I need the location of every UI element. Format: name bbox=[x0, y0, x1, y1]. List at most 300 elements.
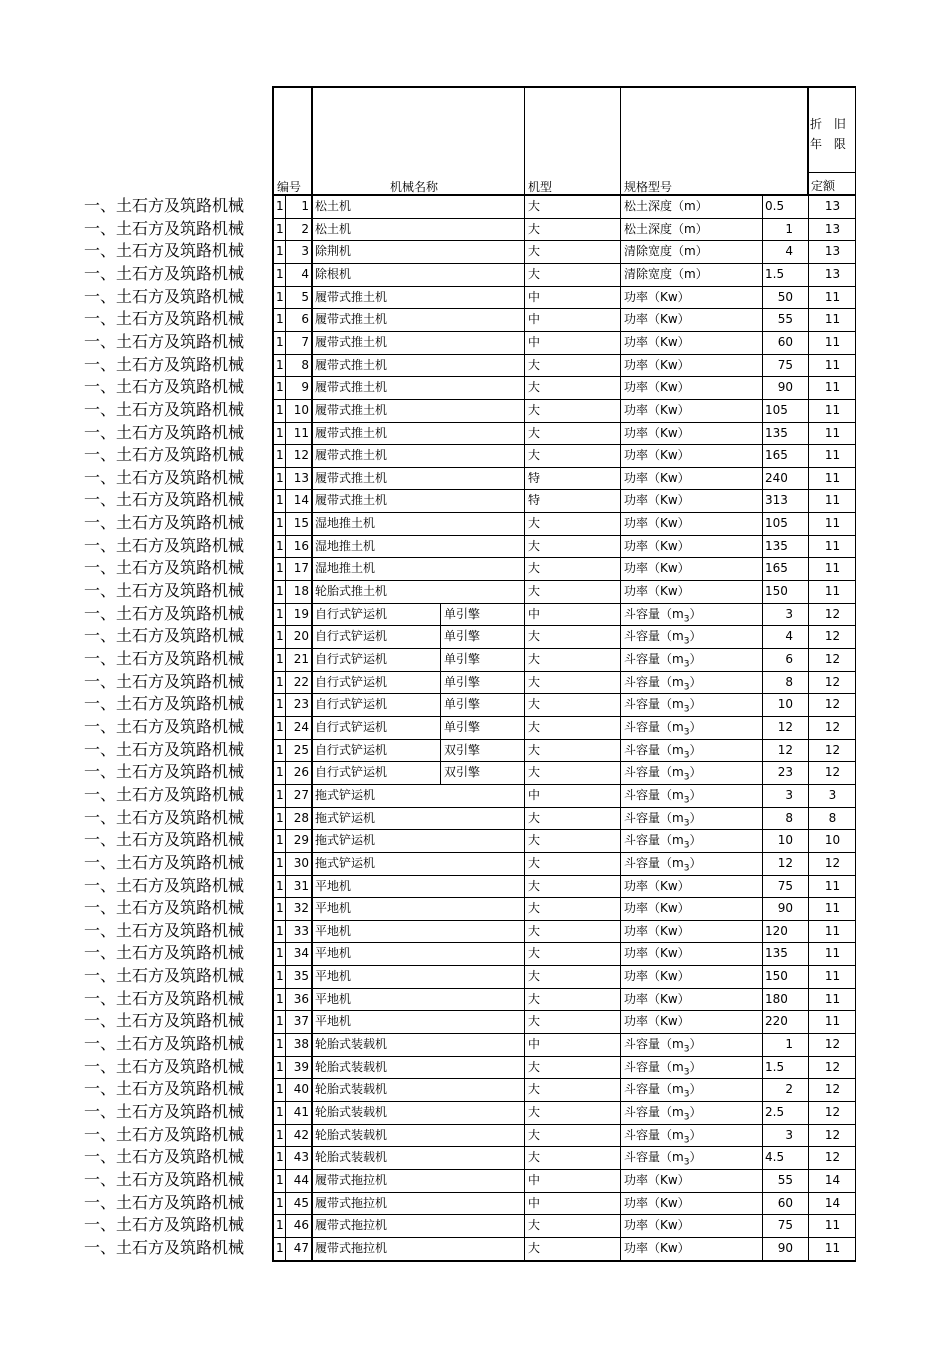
machine-size-cell: 大 bbox=[528, 1105, 541, 1119]
table-row bbox=[0, 625, 860, 647]
category-label: 一、土石方及筑路机械 bbox=[84, 1238, 245, 1257]
machine-size-cell: 大 bbox=[528, 267, 541, 281]
category-label: 一、土石方及筑路机械 bbox=[84, 1079, 245, 1098]
spec-value-cell: 50 bbox=[777, 290, 793, 304]
spec-value-cell: 135 bbox=[765, 426, 788, 440]
col-divider bbox=[808, 195, 809, 1261]
engine-type-cell bbox=[441, 965, 524, 987]
item-number-cell: 7 bbox=[301, 335, 309, 349]
machine-name-cell: 平地机 bbox=[315, 992, 352, 1006]
spec-value-cell: 4 bbox=[785, 629, 793, 643]
spec-cell: 功率（Kw） bbox=[624, 946, 690, 960]
category-code-cell: 1 bbox=[276, 629, 284, 643]
depreciation-years-cell: 11 bbox=[824, 471, 841, 485]
machine-size-cell: 大 bbox=[528, 1241, 541, 1255]
sub-col-divider bbox=[440, 648, 441, 671]
engine-type-cell bbox=[441, 535, 524, 557]
table-row bbox=[0, 875, 860, 897]
item-number-cell: 26 bbox=[293, 765, 309, 779]
row-divider bbox=[272, 693, 856, 694]
item-number-cell: 27 bbox=[293, 788, 309, 802]
spec-value-cell: 3 bbox=[785, 788, 793, 802]
machine-name-cell: 平地机 bbox=[315, 924, 352, 938]
engine-type-cell: 双引擎 bbox=[444, 743, 481, 757]
machine-name-cell: 自行式铲运机 bbox=[315, 697, 388, 711]
engine-type-cell: 双引擎 bbox=[444, 765, 481, 779]
table-row bbox=[0, 1056, 860, 1078]
machine-size-cell: 中 bbox=[528, 290, 541, 304]
spec-value-cell: 220 bbox=[765, 1014, 788, 1028]
engine-type-cell bbox=[441, 988, 524, 1010]
row-divider bbox=[272, 625, 856, 626]
engine-type-cell bbox=[441, 1169, 524, 1191]
row-divider bbox=[272, 1169, 856, 1170]
row-divider bbox=[272, 1260, 856, 1262]
row-divider bbox=[272, 194, 856, 196]
table-row bbox=[0, 761, 860, 783]
row-divider bbox=[272, 897, 856, 898]
machine-name-cell: 拖式铲运机 bbox=[315, 811, 376, 825]
machine-size-cell: 大 bbox=[528, 811, 541, 825]
spec-cell: 功率（Kw） bbox=[624, 493, 690, 507]
machine-name-cell: 履带式推土机 bbox=[315, 358, 388, 372]
table-row bbox=[0, 1101, 860, 1123]
engine-type-cell bbox=[441, 784, 524, 806]
category-code-cell: 1 bbox=[276, 244, 284, 258]
machine-size-cell: 大 bbox=[528, 901, 541, 915]
machine-size-cell: 大 bbox=[528, 675, 541, 689]
category-code-cell: 1 bbox=[276, 1082, 284, 1096]
spec-cell: 斗容量$(m_3)$ bbox=[624, 1060, 702, 1078]
depreciation-years-cell: 12 bbox=[824, 629, 841, 643]
spec-cell: 斗容量$(m_3)$ bbox=[624, 629, 702, 647]
table-row bbox=[0, 988, 860, 1010]
table-row bbox=[0, 807, 860, 829]
table-row bbox=[0, 1237, 860, 1259]
machine-size-cell: 大 bbox=[528, 516, 541, 530]
category-code-cell: 1 bbox=[276, 652, 284, 666]
depreciation-years-cell: 12 bbox=[824, 675, 841, 689]
machine-size-cell: 大 bbox=[528, 1218, 541, 1232]
spec-value-cell: 0.5 bbox=[765, 199, 785, 213]
machine-name-cell: 湿地推土机 bbox=[315, 539, 376, 553]
machine-size-cell: 中 bbox=[528, 788, 541, 802]
spec-cell: 功率（Kw） bbox=[624, 312, 690, 326]
spec-cell: 斗容量$(m_3)$ bbox=[624, 1128, 702, 1146]
item-number-cell: 37 bbox=[293, 1014, 309, 1028]
row-divider bbox=[272, 1124, 856, 1125]
spec-cell: 功率（Kw） bbox=[624, 1218, 690, 1232]
category-label: 一、土石方及筑路机械 bbox=[84, 876, 245, 895]
category-label: 一、土石方及筑路机械 bbox=[84, 445, 245, 464]
category-code-cell: 1 bbox=[276, 1173, 284, 1187]
machine-size-cell: 特 bbox=[528, 493, 541, 507]
item-number-cell: 2 bbox=[301, 222, 309, 236]
row-divider bbox=[272, 1010, 856, 1011]
table-row bbox=[0, 1033, 860, 1055]
item-number-cell: 18 bbox=[293, 584, 309, 598]
category-code-cell: 1 bbox=[276, 924, 284, 938]
depreciation-years-cell: 12 bbox=[824, 1082, 841, 1096]
depreciation-years-cell: 11 bbox=[824, 584, 841, 598]
machine-name-cell: 自行式铲运机 bbox=[315, 743, 388, 757]
col-divider bbox=[524, 195, 525, 1261]
depreciation-years-cell: 12 bbox=[824, 720, 841, 734]
table-row bbox=[0, 422, 860, 444]
machine-name-cell: 自行式铲运机 bbox=[315, 652, 388, 666]
machine-size-cell: 大 bbox=[528, 358, 541, 372]
row-divider bbox=[272, 1146, 856, 1147]
spec-cell: 松土深度（m） bbox=[624, 222, 708, 236]
header-divider bbox=[620, 86, 621, 195]
category-code-cell: 1 bbox=[276, 290, 284, 304]
machine-name-cell: 自行式铲运机 bbox=[315, 607, 388, 621]
machine-size-cell: 大 bbox=[528, 697, 541, 711]
item-number-cell: 1 bbox=[301, 199, 309, 213]
spec-cell: 功率（Kw） bbox=[624, 380, 690, 394]
engine-type-cell bbox=[441, 218, 524, 240]
spec-value-cell: 10 bbox=[777, 697, 793, 711]
spec-cell: 功率（Kw） bbox=[624, 879, 690, 893]
spec-value-cell: 1.5 bbox=[765, 1060, 785, 1074]
category-code-cell: 1 bbox=[276, 426, 284, 440]
engine-type-cell bbox=[441, 399, 524, 421]
engine-type-cell bbox=[441, 920, 524, 942]
engine-type-cell bbox=[441, 557, 524, 579]
engine-type-cell bbox=[441, 1146, 524, 1168]
category-code-cell: 1 bbox=[276, 471, 284, 485]
table-row bbox=[0, 1169, 860, 1191]
spec-cell: 斗容量$(m_3)$ bbox=[624, 1150, 702, 1168]
spec-value-cell: 180 bbox=[765, 992, 788, 1006]
machine-size-cell: 中 bbox=[528, 1037, 541, 1051]
category-label: 一、土石方及筑路机械 bbox=[84, 1102, 245, 1121]
machine-name-cell: 松土机 bbox=[315, 199, 352, 213]
spec-value-cell: 3 bbox=[785, 1128, 793, 1142]
category-code-cell: 1 bbox=[276, 1060, 284, 1074]
sub-col-divider bbox=[440, 603, 441, 626]
engine-type-cell bbox=[441, 1101, 524, 1123]
spec-value-cell: 75 bbox=[777, 1218, 793, 1232]
item-number-cell: 8 bbox=[301, 358, 309, 372]
engine-type-cell bbox=[441, 875, 524, 897]
item-number-cell: 40 bbox=[293, 1082, 309, 1096]
category-label: 一、土石方及筑路机械 bbox=[84, 649, 245, 668]
table-row bbox=[0, 512, 860, 534]
item-number-cell: 28 bbox=[293, 811, 309, 825]
machine-name-cell: 拖式铲运机 bbox=[315, 788, 376, 802]
category-label: 一、土石方及筑路机械 bbox=[84, 1193, 245, 1212]
depreciation-years-cell: 11 bbox=[824, 1218, 841, 1232]
machine-size-cell: 大 bbox=[528, 969, 541, 983]
machine-size-cell: 大 bbox=[528, 720, 541, 734]
category-code-cell: 1 bbox=[276, 946, 284, 960]
spec-cell: 功率（Kw） bbox=[624, 901, 690, 915]
machine-size-cell: 大 bbox=[528, 629, 541, 643]
category-label: 一、土石方及筑路机械 bbox=[84, 1170, 245, 1189]
machine-name-cell: 拖式铲运机 bbox=[315, 856, 376, 870]
row-divider bbox=[272, 1192, 856, 1193]
col-divider bbox=[855, 194, 856, 1261]
item-number-cell: 34 bbox=[293, 946, 309, 960]
category-code-cell: 1 bbox=[276, 811, 284, 825]
machine-size-cell: 大 bbox=[528, 244, 541, 258]
category-code-cell: 1 bbox=[276, 1105, 284, 1119]
engine-type-cell bbox=[441, 1237, 524, 1259]
table-row bbox=[0, 693, 860, 715]
depreciation-years-cell: 14 bbox=[824, 1173, 841, 1187]
spec-value-cell: 12 bbox=[777, 743, 793, 757]
col-type-header: 机型 bbox=[528, 180, 553, 194]
category-code-cell: 1 bbox=[276, 720, 284, 734]
machine-name-cell: 平地机 bbox=[315, 1014, 352, 1028]
machine-name-cell: 自行式铲运机 bbox=[315, 629, 388, 643]
machine-size-cell: 中 bbox=[528, 312, 541, 326]
machine-size-cell: 大 bbox=[528, 652, 541, 666]
machine-name-cell: 轮胎式装载机 bbox=[315, 1105, 388, 1119]
category-label: 一、土石方及筑路机械 bbox=[84, 355, 245, 374]
spec-value-cell: 6 bbox=[785, 652, 793, 666]
spec-value-cell: 135 bbox=[765, 946, 788, 960]
table-row bbox=[0, 218, 860, 240]
sub-col-divider bbox=[440, 716, 441, 739]
spec-cell: 功率（Kw） bbox=[624, 1173, 690, 1187]
category-label: 一、土石方及筑路机械 bbox=[84, 808, 245, 827]
spec-cell: 功率（Kw） bbox=[624, 584, 690, 598]
category-code-cell: 1 bbox=[276, 992, 284, 1006]
table-row bbox=[0, 444, 860, 466]
machine-size-cell: 大 bbox=[528, 946, 541, 960]
spec-cell: 清除宽度（m） bbox=[624, 267, 708, 281]
category-label: 一、土石方及筑路机械 bbox=[84, 558, 245, 577]
table-row bbox=[0, 263, 860, 285]
row-divider bbox=[272, 308, 856, 309]
spec-value-cell: 1 bbox=[785, 222, 793, 236]
depreciation-years-cell: 11 bbox=[824, 358, 841, 372]
machine-size-cell: 中 bbox=[528, 607, 541, 621]
machine-name-cell: 履带式拖拉机 bbox=[315, 1173, 388, 1187]
spec-value-cell: 150 bbox=[765, 584, 788, 598]
category-code-cell: 1 bbox=[276, 493, 284, 507]
engine-type-cell bbox=[441, 354, 524, 376]
spec-value-cell: 165 bbox=[765, 561, 788, 575]
depreciation-years-cell: 10 bbox=[824, 833, 841, 847]
depreciation-years-cell: 11 bbox=[824, 992, 841, 1006]
depreciation-years-cell: 11 bbox=[824, 312, 841, 326]
spec-value-cell: 165 bbox=[765, 448, 788, 462]
row-divider bbox=[272, 739, 856, 740]
category-code-cell: 1 bbox=[276, 584, 284, 598]
category-label: 一、土石方及筑路机械 bbox=[84, 672, 245, 691]
machine-size-cell: 大 bbox=[528, 199, 541, 213]
category-label: 一、土石方及筑路机械 bbox=[84, 241, 245, 260]
engine-type-cell bbox=[441, 829, 524, 851]
spec-cell: 斗容量$(m_3)$ bbox=[624, 765, 702, 783]
engine-type-cell bbox=[441, 1056, 524, 1078]
spec-value-cell: 105 bbox=[765, 403, 788, 417]
spec-value-cell: 90 bbox=[777, 1241, 793, 1255]
spec-value-cell: 90 bbox=[777, 380, 793, 394]
item-number-cell: 44 bbox=[293, 1173, 309, 1187]
row-divider bbox=[272, 829, 856, 830]
spec-cell: 斗容量$(m_3)$ bbox=[624, 652, 702, 670]
spec-cell: 功率（Kw） bbox=[624, 969, 690, 983]
machine-name-cell: 平地机 bbox=[315, 879, 352, 893]
depreciation-years-cell: 11 bbox=[824, 1241, 841, 1255]
engine-type-cell bbox=[441, 422, 524, 444]
category-code-cell: 1 bbox=[276, 312, 284, 326]
machine-name-cell: 履带式拖拉机 bbox=[315, 1196, 388, 1210]
machine-name-cell: 松土机 bbox=[315, 222, 352, 236]
item-number-cell: 9 bbox=[301, 380, 309, 394]
machine-size-cell: 大 bbox=[528, 584, 541, 598]
category-code-cell: 1 bbox=[276, 1241, 284, 1255]
spec-value-cell: 75 bbox=[777, 879, 793, 893]
category-code-cell: 1 bbox=[276, 539, 284, 553]
category-code-cell: 1 bbox=[276, 765, 284, 779]
category-code-cell: 1 bbox=[276, 561, 284, 575]
header-divider bbox=[524, 86, 525, 195]
item-number-cell: 46 bbox=[293, 1218, 309, 1232]
depreciation-years-cell: 12 bbox=[824, 1150, 841, 1164]
category-code-cell: 1 bbox=[276, 788, 284, 802]
spec-value-cell: 1.5 bbox=[765, 267, 785, 281]
depreciation-years-cell: 12 bbox=[824, 1105, 841, 1119]
depreciation-years-cell: 13 bbox=[824, 244, 841, 258]
table-row bbox=[0, 671, 860, 693]
category-label: 一、土石方及筑路机械 bbox=[84, 400, 245, 419]
machine-size-cell: 大 bbox=[528, 380, 541, 394]
sub-col-divider bbox=[440, 625, 441, 648]
table-row bbox=[0, 535, 860, 557]
item-number-cell: 22 bbox=[293, 675, 309, 689]
item-number-cell: 41 bbox=[293, 1105, 309, 1119]
machine-name-cell: 湿地推土机 bbox=[315, 561, 376, 575]
depreciation-years-cell: 12 bbox=[824, 743, 841, 757]
col-depreciation-header: 折 旧 年 限 bbox=[810, 117, 850, 151]
spec-value-cell: 1 bbox=[785, 1037, 793, 1051]
depreciation-years-cell: 13 bbox=[824, 222, 841, 236]
spec-cell: 斗容量$(m_3)$ bbox=[624, 1082, 702, 1100]
category-code-cell: 1 bbox=[276, 380, 284, 394]
table-row bbox=[0, 1124, 860, 1146]
category-label: 一、土石方及筑路机械 bbox=[84, 423, 245, 442]
row-divider bbox=[272, 761, 856, 762]
category-label: 一、土石方及筑路机械 bbox=[84, 468, 245, 487]
category-label: 一、土石方及筑路机械 bbox=[84, 332, 245, 351]
table-row bbox=[0, 1214, 860, 1236]
spec-cell: 斗容量$(m_3)$ bbox=[624, 833, 702, 851]
spec-cell: 斗容量$(m_3)$ bbox=[624, 1037, 702, 1055]
engine-type-cell bbox=[441, 807, 524, 829]
spec-cell: 功率（Kw） bbox=[624, 448, 690, 462]
spec-cell: 斗容量$(m_3)$ bbox=[624, 607, 702, 625]
table-row bbox=[0, 399, 860, 421]
spec-value-cell: 2.5 bbox=[765, 1105, 785, 1119]
item-number-cell: 19 bbox=[293, 607, 309, 621]
item-number-cell: 25 bbox=[293, 743, 309, 757]
item-number-cell: 13 bbox=[293, 471, 309, 485]
machine-name-cell: 履带式推土机 bbox=[315, 380, 388, 394]
row-divider bbox=[272, 965, 856, 966]
machine-size-cell: 大 bbox=[528, 561, 541, 575]
category-label: 一、土石方及筑路机械 bbox=[84, 377, 245, 396]
category-label: 一、土石方及筑路机械 bbox=[84, 785, 245, 804]
depreciation-years-cell: 11 bbox=[824, 1014, 841, 1028]
machine-size-cell: 大 bbox=[528, 992, 541, 1006]
row-divider bbox=[272, 376, 856, 377]
spec-cell: 斗容量$(m_3)$ bbox=[624, 856, 702, 874]
category-label: 一、土石方及筑路机械 bbox=[84, 989, 245, 1008]
engine-type-cell bbox=[441, 580, 524, 602]
item-number-cell: 45 bbox=[293, 1196, 309, 1210]
machine-name-cell: 轮胎式装载机 bbox=[315, 1037, 388, 1051]
depreciation-years-cell: 11 bbox=[824, 924, 841, 938]
table-row bbox=[0, 195, 860, 217]
table-row bbox=[0, 716, 860, 738]
machine-name-cell: 履带式推土机 bbox=[315, 312, 388, 326]
depreciation-years-cell: 8 bbox=[828, 811, 837, 825]
spec-cell: 功率（Kw） bbox=[624, 471, 690, 485]
depreciation-years-cell: 11 bbox=[824, 879, 841, 893]
spec-cell: 功率（Kw） bbox=[624, 426, 690, 440]
category-label: 一、土石方及筑路机械 bbox=[84, 604, 245, 623]
spec-cell: 松土深度（m） bbox=[624, 199, 708, 213]
item-number-cell: 16 bbox=[293, 539, 309, 553]
spec-cell: 功率（Kw） bbox=[624, 290, 690, 304]
col-code-header: 编号 bbox=[277, 180, 302, 194]
depreciation-years-cell: 13 bbox=[824, 267, 841, 281]
depreciation-years-cell: 12 bbox=[824, 765, 841, 779]
item-number-cell: 43 bbox=[293, 1150, 309, 1164]
spec-cell: 斗容量$(m_3)$ bbox=[624, 1105, 702, 1123]
category-label: 一、土石方及筑路机械 bbox=[84, 287, 245, 306]
row-divider bbox=[272, 648, 856, 649]
depreciation-years-cell: 11 bbox=[824, 290, 841, 304]
category-label: 一、土石方及筑路机械 bbox=[84, 264, 245, 283]
engine-type-cell bbox=[441, 1214, 524, 1236]
depreciation-years-cell: 14 bbox=[824, 1196, 841, 1210]
item-number-cell: 31 bbox=[293, 879, 309, 893]
spec-cell: 清除宽度（m） bbox=[624, 244, 708, 258]
machine-name-cell: 履带式拖拉机 bbox=[315, 1218, 388, 1232]
category-code-cell: 1 bbox=[276, 1014, 284, 1028]
spec-cell: 功率（Kw） bbox=[624, 992, 690, 1006]
col-divider bbox=[311, 194, 313, 1261]
machine-name-cell: 自行式铲运机 bbox=[315, 720, 388, 734]
machine-size-cell: 大 bbox=[528, 426, 541, 440]
row-divider bbox=[272, 354, 856, 355]
engine-type-cell: 单引擎 bbox=[444, 607, 481, 621]
spec-value-cell: 12 bbox=[777, 720, 793, 734]
category-code-cell: 1 bbox=[276, 675, 284, 689]
spec-cell: 斗容量$(m_3)$ bbox=[624, 811, 702, 829]
sub-col-divider bbox=[440, 739, 441, 762]
header-sub-divider bbox=[809, 172, 856, 173]
category-label: 一、土石方及筑路机械 bbox=[84, 1034, 245, 1053]
spec-cell: 功率（Kw） bbox=[624, 1014, 690, 1028]
machine-size-cell: 大 bbox=[528, 539, 541, 553]
item-number-cell: 11 bbox=[293, 426, 309, 440]
machine-size-cell: 大 bbox=[528, 1082, 541, 1096]
table-row bbox=[0, 331, 860, 353]
category-code-cell: 1 bbox=[276, 335, 284, 349]
machine-size-cell: 大 bbox=[528, 833, 541, 847]
category-label: 一、土石方及筑路机械 bbox=[84, 762, 245, 781]
spec-value-cell: 240 bbox=[765, 471, 788, 485]
category-label: 一、土石方及筑路机械 bbox=[84, 830, 245, 849]
engine-type-cell bbox=[441, 897, 524, 919]
